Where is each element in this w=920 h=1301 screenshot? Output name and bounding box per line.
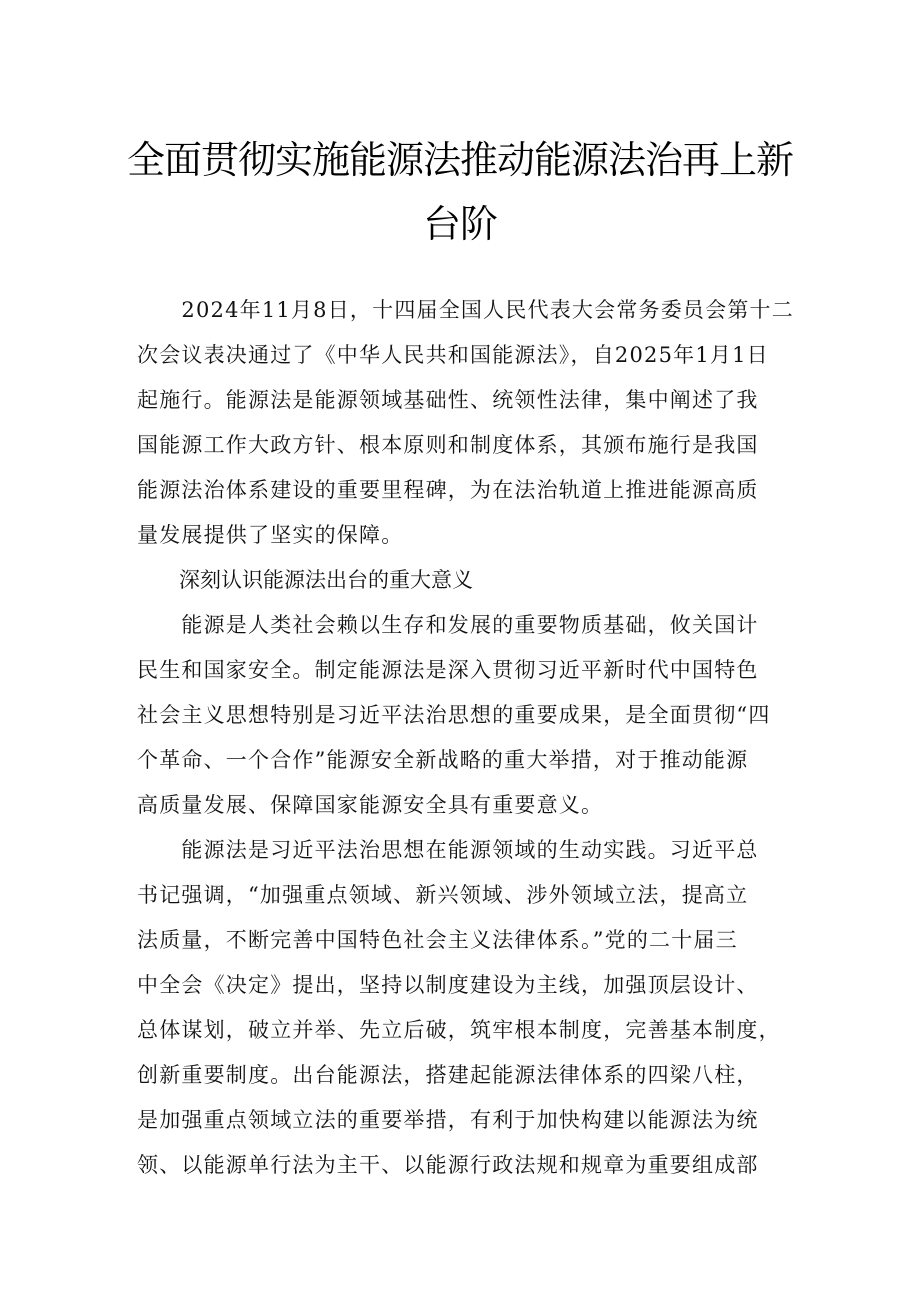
paragraph-significance <box>137 603 797 828</box>
text-line: 法质量，不断完善中国特色社会主义法律体系。”党的二十届三 <box>137 928 738 952</box>
title-line-1: 全面贯彻实施能源法推动能源法治再上新 <box>126 138 793 182</box>
paragraph-intro <box>137 288 797 558</box>
text-line: 能源法治体系建设的重要里程碑，为在法治轨道上推进能源高质 <box>137 478 759 502</box>
paragraph-practice <box>137 828 797 1188</box>
text-line: 次会议表决通过了《中华人民共和国能源法》，自2025年1月1日 <box>137 343 769 367</box>
text-line: 能源法是习近平法治思想在能源领域的生动实践。习近平总 <box>137 838 759 862</box>
title-line-2: 台阶 <box>422 202 497 246</box>
text-line: 起施行。能源法是能源领域基础性、统领性法律，集中阐述了我 <box>137 388 759 412</box>
document-title <box>0 128 920 256</box>
text-line: 高质量发展、保障国家能源安全具有重要意义。 <box>137 793 604 817</box>
text-line: 量发展提供了坚实的保障。 <box>137 523 404 547</box>
text-line: 是加强重点领域立法的重要举措，有利于加快构建以能源法为统 <box>137 1108 759 1132</box>
text-line: 个革命、一个合作”能源安全新战略的重大举措，对于推动能源 <box>137 748 749 772</box>
text-line: 2024年11月8日，十四届全国人民代表大会常务委员会第十二 <box>137 298 794 322</box>
text-line: 民生和国家安全。制定能源法是深入贯彻习近平新时代中国特色 <box>137 658 759 682</box>
text-line: 能源是人类社会赖以生存和发展的重要物质基础，攸关国计 <box>137 613 759 637</box>
text-line: 创新重要制度。出台能源法，搭建起能源法律体系的四梁八柱， <box>137 1063 759 1087</box>
text-line: 社会主义思想特别是习近平法治思想的重要成果，是全面贯彻“四 <box>137 703 771 727</box>
document-body <box>137 288 797 1188</box>
text-line: 领、以能源单行法为主干、以能源行政法规和规章为重要组成部 <box>137 1153 759 1177</box>
text-line: 国能源工作大政方针、根本原则和制度体系，其颁布施行是我国 <box>137 433 759 457</box>
text-line: 中全会《决定》提出，坚持以制度建设为主线，加强顶层设计、 <box>137 973 759 997</box>
section-heading: 深刻认识能源法出台的重大意义 <box>137 568 473 592</box>
text-line: 书记强调，“加强重点领域、新兴领域、涉外领域立法，提高立 <box>137 883 749 907</box>
text-line: 总体谋划，破立并举、先立后破，筑牢根本制度，完善基本制度， <box>137 1018 781 1042</box>
